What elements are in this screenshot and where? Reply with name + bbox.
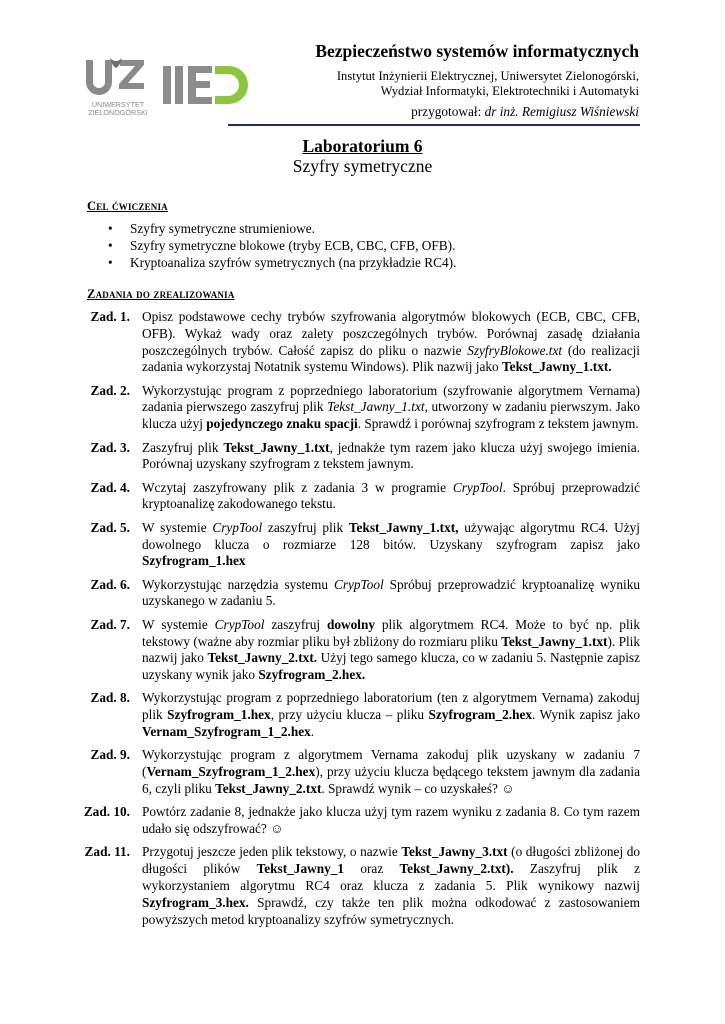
- task-text-part: plik algorytmem RC4. Może to być np. plik tekstowy (ważne aby rozmiar pliku był zbliżony do rozmiaru pliku: [142, 616, 640, 649]
- svg-text:ZIELONOGÓRSKI: ZIELONOGÓRSKI: [88, 108, 148, 117]
- task-text-part: używając algorytmu RC4. Użyj dowolnego klucza o rozmiarze 128 bitów. Uzyskany szyfrogram zapisz jako: [142, 519, 640, 552]
- task-text-part: . Wynik zapisz jako: [532, 707, 640, 723]
- task-text-part: .: [310, 724, 315, 740]
- task-item: [80, 617, 640, 684]
- task-text-part: zaszyfruj: [264, 616, 327, 632]
- bold-term: Szyfrogram_2.hex: [428, 707, 533, 723]
- bold-term: Szyfrogram_1.hex: [142, 553, 246, 569]
- goals-list: [108, 220, 456, 271]
- bold-term: Szyfrogram_2.hex.: [258, 667, 366, 683]
- institute-line: Instytut Inżynierii Elektrycznej, Uniwersytet Zielonogórski,: [336, 69, 639, 83]
- task-item: [80, 577, 640, 611]
- bold-term: Szyfrogram_1.hex: [167, 707, 271, 723]
- task-text-part: Sprawdź, czy także ten plik można odkodować z zastosowaniem powyższych metod kryptoanalizy szyfrów symetrycznych.: [142, 894, 640, 927]
- task-text-part: (do realizacji zadania wykorzystaj Notatnik systemu Windows). Plik nazwij jako: [142, 342, 641, 375]
- task-text-part: Wykorzystując program z poprzedniego laboratorium (szyfrowanie algorytmem Vernama) zadania pierwszego zaszyfruj plik: [142, 382, 640, 415]
- lab-title: Laboratorium 6: [302, 136, 423, 156]
- task-text-part: . Spróbuj przeprowadzić kryptoanalizę zakodowanego tekstu.: [142, 479, 640, 512]
- goal-text: Szyfry symetryczne blokowe (tryby ECB, CBC, CFB, OFB).: [130, 238, 456, 253]
- task-item: [80, 804, 640, 838]
- bold-term: Tekst_Jawny_3.txt: [401, 844, 508, 860]
- bullet-icon: •: [108, 238, 113, 253]
- italic-term: SzyfryBlokowe.txt: [467, 342, 563, 358]
- task-text: [142, 383, 640, 433]
- author-prefix: przygotował:: [411, 104, 485, 119]
- goal-text: Szyfry symetryczne strumieniowe.: [130, 221, 315, 236]
- task-text: [142, 440, 640, 474]
- task-item: [80, 520, 640, 570]
- author-name: dr inż. Remigiusz Wiśniewski: [484, 104, 639, 119]
- bold-term: Tekst_Jawny_2.txt.: [207, 650, 318, 666]
- task-text-part: Przygotuj jeszcze jeden plik tekstowy, o nazwie: [142, 844, 402, 860]
- bold-term: Tekst_Jawny_1.txt,: [348, 519, 459, 535]
- svg-text:UNIWERSYTET: UNIWERSYTET: [91, 100, 145, 109]
- task-text-part: ). Plik nazwij jako: [142, 633, 641, 666]
- task-number: Zad. 11.: [84, 844, 130, 860]
- bold-term: Tekst_Jawny_1: [256, 861, 345, 877]
- task-text-part: Zaszyfruj plik z wykorzystaniem algorytmu RC4 oraz klucza z zadania 5. Plik wynikowy nazwij: [142, 861, 640, 893]
- task-text-part: Wykorzystując program z poprzedniego laboratorium (ten z algorytmem Vernama) zakoduj plik: [142, 690, 640, 723]
- uniwersytet-zielonogorski-logo: [82, 56, 154, 118]
- bold-term: Tekst_Jawny_1.txt: [223, 439, 330, 455]
- task-number: Zad. 7.: [90, 616, 130, 632]
- task-text: [142, 844, 640, 928]
- italic-term: Tekst_Jawny_1.txt: [327, 399, 425, 415]
- course-title: Bezpieczeństwo systemów informatycznych: [315, 41, 639, 61]
- task-text-part: , jednakże tym razem jako klucza użyj swojego imienia. Porównaj uzyskany szyfrogram z tekstem jawnym.: [142, 439, 640, 472]
- task-text-part: Wykorzystując narzędzia systemu: [142, 576, 334, 592]
- task-number: Zad. 8.: [90, 690, 130, 706]
- lab-subtitle: Szyfry symetryczne: [292, 156, 433, 176]
- task-text-part: Wykorzystując program z algorytmem Vernama zakoduj plik uzyskany w zadaniu 7 (: [142, 747, 640, 780]
- task-text: [142, 747, 640, 797]
- task-text-part: . Sprawdź i porównaj szyfrogram z tekstem jawnym.: [357, 416, 639, 432]
- task-text-part: (o długości zbliżonej do długości plików: [142, 844, 641, 877]
- task-text-part: oraz: [344, 861, 400, 877]
- faculty-line: Wydział Informatyki, Elektrotechniki i Automatyki: [380, 84, 639, 98]
- bullet-icon: •: [108, 221, 113, 236]
- goal-text: Kryptoanaliza szyfrów symetrycznych (na przykładzie RC4).: [130, 255, 457, 270]
- bold-term: dowolny: [326, 616, 375, 632]
- task-item: [80, 844, 640, 928]
- task-number: Zad. 5.: [90, 519, 130, 535]
- task-text-part: W systemie: [142, 616, 215, 632]
- task-text: [142, 577, 640, 611]
- task-text: [142, 520, 640, 570]
- task-number: Zad. 6.: [90, 576, 130, 592]
- task-text: [142, 309, 640, 376]
- task-item: [80, 747, 640, 797]
- task-text-part: . Sprawdź wynik – co uzyskałeś? ☺: [321, 780, 515, 796]
- task-text-part: zaszyfruj plik: [262, 519, 349, 535]
- task-item: [80, 690, 640, 740]
- tasks-list: [80, 309, 640, 935]
- bold-term: Tekst_Jawny_2.txt: [215, 780, 322, 796]
- goal-item: [108, 237, 456, 254]
- task-item: [80, 383, 640, 433]
- institute-info: [337, 69, 639, 99]
- goals-heading: Cel ćwiczenia: [87, 199, 168, 213]
- task-text: [142, 690, 640, 740]
- task-number: Zad. 3.: [90, 439, 130, 455]
- task-text-part: Opisz podstawowe cechy trybów szyfrowania algorytmów blokowych (ECB, CBC, CFB, OFB). Wykaż wady oraz zalety poszczególnych trybów. Porównaj zasadę działania poszczególnych trybów. Całość zapisz do pliku o nazwie: [142, 309, 640, 358]
- author-line: [411, 104, 639, 120]
- iie-logo: [163, 66, 249, 104]
- task-text: [142, 480, 640, 514]
- task-number: Zad. 2.: [90, 382, 130, 398]
- tasks-heading: Zadania do zrealizowania: [87, 287, 235, 301]
- task-text-part: Użyj tego samego klucza, co w zadaniu 5. Następnie zapisz uzyskany wynik jako: [142, 650, 640, 683]
- bold-term: Tekst_Jawny_2.txt).: [399, 861, 514, 877]
- bold-term: Vernam_Szyfrogram_1_2.hex: [142, 724, 311, 740]
- task-text-part: W systemie: [142, 519, 213, 535]
- italic-term: CrypTool: [214, 616, 265, 632]
- italic-term: CrypTool: [333, 576, 384, 592]
- task-text-part: Wczytaj zaszyfrowany plik z zadania 3 w programie: [142, 479, 453, 495]
- task-number: Zad. 9.: [90, 747, 130, 763]
- task-text-part: Powtórz zadanie 8, jednakże jako klucza użyj tym razem wyniku z zadania 8. Co tym razem udało się odszyfrować? ☺: [142, 804, 640, 837]
- header-divider: [228, 124, 640, 126]
- task-text-part: ), przy użyciu klucza będącego tekstem jawnym dla zadania 6, czyli pliku: [142, 764, 640, 796]
- bold-term: Szyfrogram_3.hex.: [142, 894, 249, 910]
- task-text-part: , przy użyciu klucza – pliku: [270, 707, 429, 723]
- bold-term: Tekst_Jawny_1.txt: [501, 633, 608, 649]
- task-number: Zad. 4.: [90, 479, 130, 495]
- task-text-part: Zaszyfruj plik: [142, 439, 224, 455]
- task-text: [142, 617, 640, 684]
- goal-item: [108, 220, 456, 237]
- bold-term: pojedynczego znaku spacji: [206, 416, 358, 432]
- task-text: [142, 804, 640, 838]
- bold-term: Vernam_Szyfrogram_1_2.hex: [146, 764, 316, 780]
- bold-term: Tekst_Jawny_1.txt.: [502, 359, 612, 375]
- task-number: Zad. 10.: [83, 804, 130, 820]
- task-item: [80, 309, 640, 376]
- task-number: Zad. 1.: [90, 309, 130, 324]
- italic-term: CrypTool: [212, 519, 263, 535]
- task-text-part: Spróbuj przeprowadzić kryptoanalizę wyniku uzyskanego w zadaniu 5.: [142, 576, 640, 609]
- goal-item: [108, 254, 456, 271]
- italic-term: CrypTool: [452, 479, 503, 495]
- task-item: [80, 480, 640, 514]
- bullet-icon: •: [108, 255, 113, 270]
- task-item: [80, 440, 640, 474]
- task-text-part: , utworzony w zadaniu pierwszym. Jako klucza użyj: [142, 399, 640, 432]
